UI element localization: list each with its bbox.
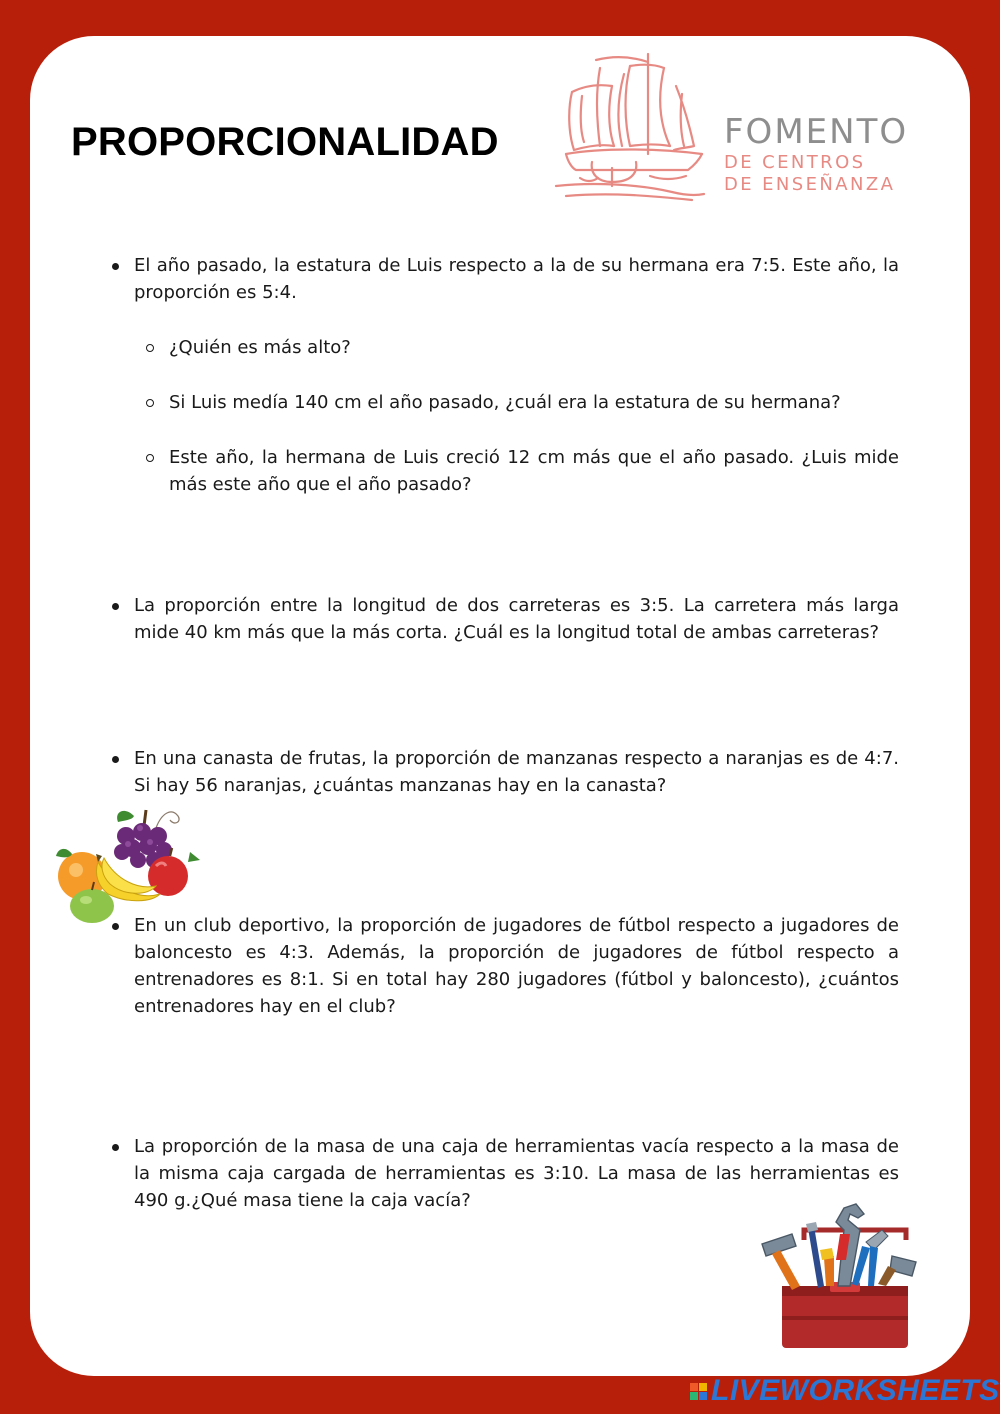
toolbox-icon xyxy=(754,1200,924,1357)
ship-icon xyxy=(552,50,712,207)
problem-4: En un club deportivo, la proporción de jugadores de fútbol respecto a jugadores de baloncesto es 4:3. Además, la proporción de jugadores de fútbol respecto a entrenadores es 8:1. Si en total hay 280 jugadores (fútbol y baloncesto), ¿cuántos entrenadores hay en el club? xyxy=(134,912,899,1020)
fruit-basket-icon xyxy=(52,798,204,933)
logo xyxy=(724,112,908,196)
logo-subtitle-line2: DE ENSEÑANZA xyxy=(724,174,896,195)
problem-1-question-3: Este año, la hermana de Luis creció 12 cm más que el año pasado. ¿Luis mide más este año que el año pasado? xyxy=(169,444,899,498)
logo-subtitle-line1: DE CENTROS xyxy=(724,152,866,173)
problem-3: En una canasta de frutas, la proporción de manzanas respecto a naranjas es de 4:7. Si hay 56 naranjas, ¿cuántas manzanas hay en la canasta? xyxy=(134,745,899,799)
problem-1-question-1: ¿Quién es más alto? xyxy=(169,334,899,361)
problem-1: El año pasado, la estatura de Luis respecto a la de su hermana era 7:5. Este año, la proporción es 5:4. xyxy=(134,252,899,306)
liveworksheets-text: LIVEWORKSHEETS xyxy=(711,1374,1000,1407)
page-title: PROPORCIONALIDAD xyxy=(71,120,499,164)
liveworksheets-badge xyxy=(690,1383,707,1400)
logo-name: FOMENTO xyxy=(724,112,909,152)
problem-2: La proporción entre la longitud de dos carreteras es 3:5. La carretera más larga mide 40 km más que la más corta. ¿Cuál es la longitud total de ambas carreteras? xyxy=(134,592,899,646)
liveworksheets-watermark xyxy=(690,1374,1000,1408)
problem-1-question-2: Si Luis medía 140 cm el año pasado, ¿cuál era la estatura de su hermana? xyxy=(169,389,899,416)
problem-5: La proporción de la masa de una caja de herramientas vacía respecto a la masa de la misma caja cargada de herramientas es 3:10. La masa de las herramientas es 490 g.¿Qué masa tiene la caja vacía? xyxy=(134,1133,899,1214)
